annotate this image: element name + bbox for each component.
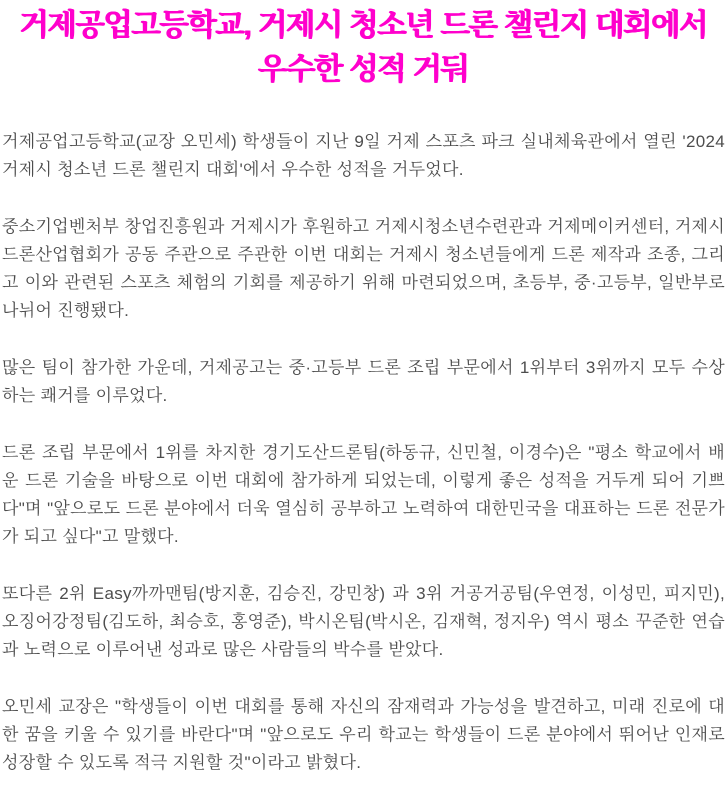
article-title: [2, 4, 725, 92]
article-paragraph-other-teams: 또다른 2위 Easy까까맨팀(방지훈, 김승진, 강민창) 과 3위 거공거공팀(우연정, 이성민, 피지민), 오징어강정팀(김도하, 최승호, 홍영준), 박시온팀(박시온, 김재혁, 정지우) 역시 평소 꾸준한 연습과 노력으로 이루어낸 성과로 많은 사람들의 박수를 받았다.: [2, 584, 725, 659]
article-paragraph-organizers: 중소기업벤처부 창업진흥원과 거제시가 후원하고 거제시청소년수련관과 거제메이커센터, 거제시드론산업협회가 공동 주관으로 주관한 이번 대회는 거제시 청소년들에게 드론 제작과 조종, 그리고 이와 관련된 스포츠 체험의 기회를 제공하기 위해 마련되었으며, 초등부, 중·고등부, 일반부로 나뉘어 진행됐다.: [2, 217, 725, 320]
article-paragraph-lead: 거제공업고등학교(교장 오민세) 학생들이 지난 9일 거제 스포츠 파크 실내체육관에서 열린 '2024 거제시 청소년 드론 챌린지 대회'에서 우수한 성적을 거두었다.: [2, 132, 725, 179]
article-paragraph-first-place-quote: 드론 조립 부문에서 1위를 차지한 경기도산드론팀(하동규, 신민철, 이경수)은 "평소 학교에서 배운 드론 기술을 바탕으로 이번 대회에 참가하게 되었는데, 이렇게 좋은 성적을 거두게 되어 기쁘다"며 "앞으로도 드론 분야에서 더욱 열심히 공부하고 노력하여 대한민국을 대표하는 드론 전문가가 되고 싶다"고 말했다.: [2, 443, 725, 546]
article-paragraph-results: 많은 팀이 참가한 가운데, 거제공고는 중·고등부 드론 조립 부문에서 1위부터 3위까지 모두 수상하는 쾌거를 이루었다.: [2, 358, 725, 405]
article-paragraph-principal-quote: 오민세 교장은 "학생들이 이번 대회를 통해 자신의 잠재력과 가능성을 발견하고, 미래 진로에 대한 꿈을 키울 수 있기를 바란다"며 "앞으로도 우리 학교는 학생들이 드론 분야에서 뛰어난 인재로 성장할 수 있도록 적극 지원할 것"이라고 밝혔다.: [2, 697, 725, 772]
article-title-line-2: 우수한 성적 거둬: [258, 53, 469, 86]
article-title-line-1: 거제공업고등학교, 거제시 청소년 드론 챌린지 대회에서: [19, 9, 708, 42]
